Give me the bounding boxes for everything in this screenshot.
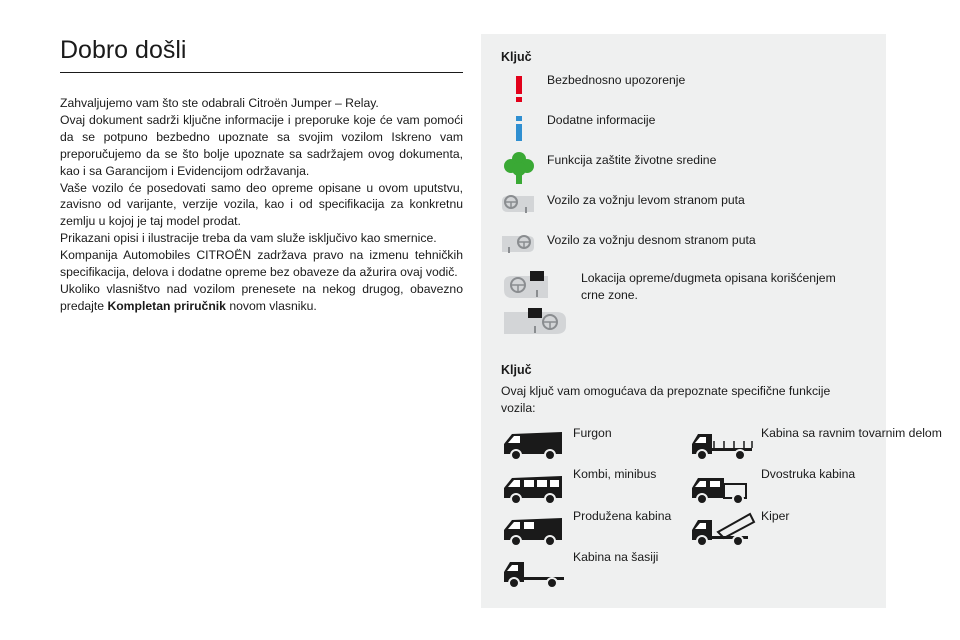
chassis-cab-icon xyxy=(502,556,566,595)
vehicle-label: Produžena kabina xyxy=(573,509,672,523)
key-label: Bezbednosno upozorenje xyxy=(547,73,686,87)
vehicle-label: Kiper xyxy=(761,509,790,523)
exclamation-icon xyxy=(500,73,538,105)
key-label: Dodatne informacije xyxy=(547,113,656,127)
closing-bold: Kompletan priručnik xyxy=(107,298,226,313)
vehicle-label: Kombi, minibus xyxy=(573,467,657,481)
title-divider xyxy=(60,72,463,73)
vehicle-label: Kabina sa ravnim tovarnim delom xyxy=(761,426,942,440)
van-icon xyxy=(502,428,566,467)
vehicle-label: Dvostruka kabina xyxy=(761,467,856,481)
intro-paragraph: Ovaj dokument sadrži ključne informacije i preporuke koje će vam pomoći da se potpuno bezbedno upoznate sa svojim vozilom Iskreno vam preporučujemo da se što bolje upoznate sa sadržajem ovog dokumenta, kao i sa Garancijom i Evidencijom održavanja. xyxy=(60,112,463,178)
tree-icon xyxy=(500,150,538,186)
extended-cab-icon xyxy=(502,514,566,553)
black-zone-icon xyxy=(500,268,572,343)
tipper-icon xyxy=(690,508,756,553)
closing-suffix: novom vlasniku. xyxy=(229,298,317,313)
key-symbols-heading: Ključ xyxy=(501,50,532,64)
rhd-icon xyxy=(500,232,536,258)
closing-prefix: Ukoliko vlasništvo nad vozilom prenesete na nekog drugog, obavezno predajte xyxy=(60,281,463,313)
info-icon xyxy=(500,112,538,144)
intro-paragraph: Vaše vozilo će posedovati samo deo opreme opisane u ovom uputstvu, zavisno od varijante, verzije vozila, kao i od specifikacija za konkretnu zemlju u kojoj je taj model prodat. xyxy=(60,180,463,229)
intro-paragraph: Zahvaljujemo vam što ste odabrali Citroën Jumper – Relay. xyxy=(60,96,379,110)
key-label: Vozilo za vožnju levom stranom puta xyxy=(547,193,745,207)
intro-text xyxy=(60,95,463,315)
minibus-icon xyxy=(502,472,566,511)
flatbed-icon xyxy=(690,428,754,467)
key-vehicles-heading: Ključ xyxy=(501,363,532,377)
lhd-icon xyxy=(500,192,536,218)
closing-paragraph xyxy=(60,281,463,315)
intro-paragraph: Kompanija Automobiles CITROËN zadržava pravo na izmenu tehničkih specifikacija, delova i dodatne opreme bez obaveze da ažurira ovaj vodič. xyxy=(60,248,463,280)
key-vehicles-description: Ovaj ključ vam omogućava da prepoznate specifične funkcije vozila: xyxy=(501,384,831,415)
intro-paragraph: Prikazani opisi i ilustracije treba da vam služe isključivo kao smernice. xyxy=(60,231,437,246)
key-label: Vozilo za vožnju desnom stranom puta xyxy=(547,233,756,247)
vehicle-label: Furgon xyxy=(573,426,612,440)
vehicle-label: Kabina na šasiji xyxy=(573,550,659,564)
key-label: Funkcija zaštite životne sredine xyxy=(547,153,717,167)
key-label: Lokacija opreme/dugmeta opisana korišćenjem crne zone. xyxy=(581,271,836,302)
page-title: Dobro došli xyxy=(60,36,187,64)
double-cab-icon xyxy=(690,472,754,511)
